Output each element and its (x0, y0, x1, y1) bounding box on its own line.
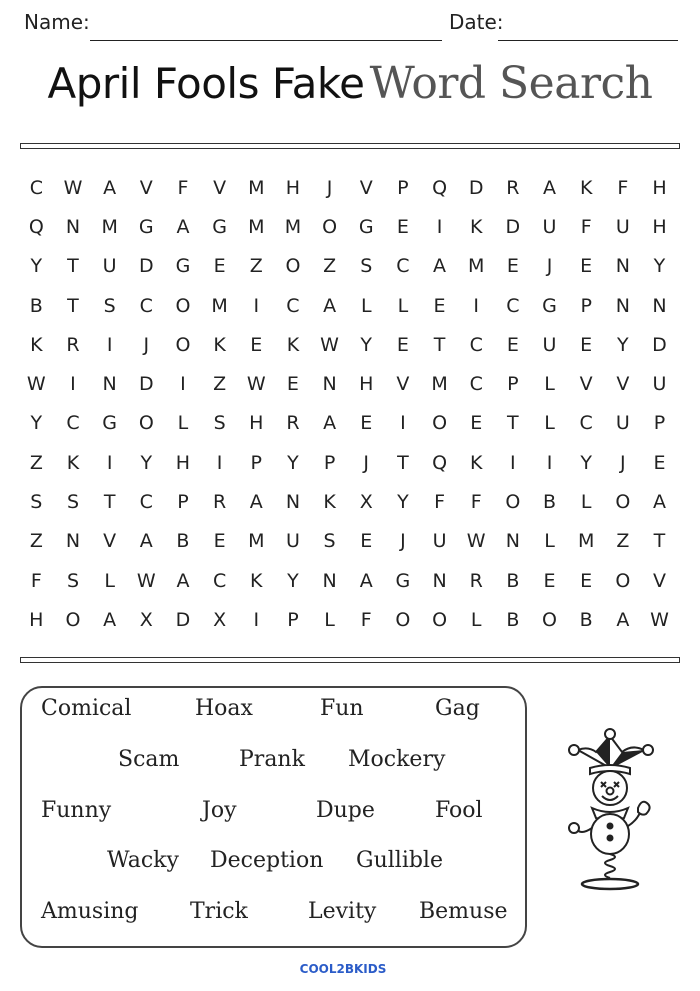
grid-row (18, 364, 678, 403)
word-item: Deception (210, 848, 324, 873)
grid-letter[interactable]: D (138, 255, 154, 278)
jester-jack-in-the-box-icon (558, 728, 662, 892)
grid-letter[interactable]: A (616, 608, 630, 631)
grid-letter[interactable]: L (104, 569, 115, 592)
grid-letter[interactable]: S (30, 491, 43, 514)
grid-letter[interactable]: A (103, 608, 117, 631)
grid-letter[interactable]: I (253, 608, 260, 631)
grid-letter[interactable]: N (615, 255, 630, 278)
grid-letter[interactable]: Y (580, 451, 592, 474)
grid-letter[interactable]: O (542, 608, 557, 631)
grid-letter[interactable]: O (285, 255, 301, 278)
grid-letter[interactable]: P (507, 373, 519, 396)
grid-letter[interactable]: O (615, 569, 631, 592)
grid-letter[interactable]: F (470, 491, 482, 514)
grid-letter[interactable]: R (506, 176, 520, 199)
grid-letter[interactable]: U (615, 412, 630, 435)
grid-letter[interactable]: C (469, 333, 483, 356)
grid-row (18, 247, 678, 286)
grid-letter[interactable]: G (212, 215, 227, 238)
grid-letter[interactable]: R (213, 491, 227, 514)
grid-letter[interactable]: P (580, 294, 592, 317)
grid-letter[interactable]: H (359, 373, 374, 396)
grid-letter[interactable]: K (286, 333, 300, 356)
grid-letter[interactable]: Q (432, 451, 448, 474)
grid-letter[interactable]: T (103, 491, 116, 514)
grid-letter[interactable]: M (577, 530, 595, 553)
grid-letter[interactable]: A (323, 412, 337, 435)
grid-letter[interactable]: L (580, 491, 592, 514)
grid-letter[interactable]: E (580, 569, 593, 592)
grid-letter[interactable]: M (431, 373, 448, 396)
grid-letter[interactable]: L (360, 294, 372, 317)
grid-letter[interactable]: L (397, 294, 409, 317)
grid-letter[interactable]: U (542, 215, 557, 238)
grid-letter[interactable]: T (397, 451, 409, 474)
grid-letter[interactable]: D (652, 333, 667, 356)
grid-row (18, 286, 678, 325)
grid-letter[interactable]: A (139, 530, 153, 553)
word-item: Scam (118, 747, 180, 772)
grid-letter[interactable]: R (469, 569, 483, 592)
grid-letter[interactable]: O (322, 215, 338, 238)
grid-letter[interactable]: I (510, 451, 516, 474)
name-label: Name: (24, 10, 90, 34)
grid-letter[interactable]: G (542, 294, 557, 317)
grid-letter[interactable]: Z (213, 373, 227, 396)
grid-letter[interactable]: Q (432, 176, 448, 199)
grid-letter[interactable]: M (211, 294, 228, 317)
grid-letter[interactable]: X (213, 608, 227, 631)
grid-letter[interactable]: J (546, 255, 553, 278)
grid-letter[interactable]: W (26, 373, 46, 396)
grid-letter[interactable]: V (652, 569, 666, 592)
grid-row (18, 207, 678, 246)
grid-letter[interactable]: C (396, 255, 410, 278)
word-item: Wacky (107, 848, 179, 873)
word-item: Amusing (41, 899, 139, 924)
grid-letter[interactable]: C (286, 294, 300, 317)
grid-letter[interactable]: V (103, 530, 117, 553)
grid-letter[interactable]: L (544, 530, 555, 553)
grid-letter[interactable]: W (650, 608, 669, 631)
grid-letter[interactable]: N (505, 530, 520, 553)
grid-letter[interactable]: K (213, 333, 226, 356)
grid-letter[interactable]: O (395, 608, 411, 631)
word-item: Funny (41, 798, 112, 823)
grid-row (18, 522, 678, 561)
grid-letter[interactable]: P (653, 412, 666, 435)
grid-letter[interactable]: V (359, 176, 373, 199)
grid-letter[interactable]: O (432, 412, 448, 435)
grid-letter[interactable]: Z (249, 255, 263, 278)
grid-letter[interactable]: J (363, 451, 370, 474)
grid-letter[interactable]: L (544, 373, 555, 396)
grid-letter[interactable]: W (136, 569, 156, 592)
brand-logo (298, 959, 388, 979)
grid-letter[interactable]: N (322, 569, 337, 592)
grid-letter[interactable]: U (432, 530, 447, 553)
letter-grid (18, 168, 678, 640)
word-list-box (20, 686, 527, 948)
grid-row (18, 443, 678, 482)
grid-letter[interactable]: Z (29, 530, 43, 553)
grid-letter[interactable]: Z (29, 451, 43, 474)
grid-letter[interactable]: A (323, 294, 337, 317)
grid-letter[interactable]: F (360, 608, 372, 631)
grid-letter[interactable]: K (323, 491, 336, 514)
grid-letter[interactable]: U (652, 373, 667, 396)
grid-letter[interactable]: U (615, 215, 630, 238)
grid-letter[interactable]: S (66, 569, 80, 592)
grid-letter[interactable]: F (580, 215, 592, 238)
grid-letter[interactable]: I (546, 451, 553, 474)
grid-letter[interactable]: H (285, 176, 301, 199)
grid-letter[interactable]: M (248, 176, 265, 199)
grid-letter[interactable]: K (30, 333, 43, 356)
grid-letter[interactable]: T (507, 412, 519, 435)
grid-letter[interactable]: K (469, 215, 483, 238)
word-item: Bemuse (419, 899, 508, 924)
grid-letter[interactable]: D (175, 608, 191, 631)
grid-letter[interactable]: E (580, 255, 593, 278)
grid-letter[interactable]: Y (140, 451, 153, 474)
grid-letter[interactable]: B (542, 491, 557, 514)
grid-letter[interactable]: E (213, 530, 226, 553)
grid-letter[interactable]: Z (616, 530, 630, 553)
grid-letter[interactable]: I (473, 294, 479, 317)
grid-letter[interactable]: G (175, 255, 191, 278)
grid-letter[interactable]: E (543, 569, 556, 592)
grid-row (18, 404, 678, 443)
grid-letter[interactable]: J (400, 530, 406, 553)
grid-letter[interactable]: X (359, 491, 373, 514)
grid-letter[interactable]: N (652, 294, 667, 317)
grid-letter[interactable]: F (177, 176, 189, 199)
grid-letter[interactable]: O (615, 491, 631, 514)
grid-letter[interactable]: O (505, 491, 521, 514)
grid-letter[interactable]: S (360, 255, 373, 278)
grid-letter[interactable]: A (433, 255, 447, 278)
grid-letter[interactable]: E (470, 412, 483, 435)
grid-letter[interactable]: J (620, 451, 626, 474)
grid-letter[interactable]: A (249, 491, 263, 514)
grid-letter[interactable]: A (652, 491, 666, 514)
grid-letter[interactable]: B (506, 608, 520, 631)
word-item: Fool (435, 798, 483, 823)
grid-letter[interactable]: L (544, 412, 555, 435)
grid-letter[interactable]: I (216, 451, 223, 474)
word-item: Gullible (356, 848, 443, 873)
grid-letter[interactable]: R (286, 412, 300, 435)
grid-letter[interactable]: S (323, 530, 336, 553)
grid-letter[interactable]: S (66, 491, 80, 514)
grid-letter[interactable]: P (250, 451, 262, 474)
grid-letter[interactable]: T (433, 333, 446, 356)
grid-letter[interactable]: P (323, 451, 336, 474)
grid-letter[interactable]: M (248, 530, 265, 553)
grid-letter[interactable]: N (615, 294, 630, 317)
grid-letter[interactable]: K (469, 451, 483, 474)
grid-letter[interactable]: A (103, 176, 117, 199)
grid-letter[interactable]: I (436, 215, 443, 238)
grid-letter[interactable]: C (212, 569, 227, 592)
grid-letter[interactable]: V (213, 176, 227, 199)
title-part-2: Word Search (369, 58, 653, 109)
grid-letter[interactable]: O (175, 294, 191, 317)
grid-row (18, 168, 678, 207)
grid-letter[interactable]: I (253, 294, 260, 317)
grid-letter[interactable]: E (506, 333, 519, 356)
grid-letter[interactable]: M (101, 215, 118, 238)
grid-letter[interactable]: K (66, 451, 80, 474)
grid-letter[interactable]: W (320, 333, 339, 356)
grid-letter[interactable]: N (102, 373, 117, 396)
page-title (0, 58, 700, 109)
grid-letter[interactable]: L (324, 608, 335, 631)
word-item: Comical (41, 696, 132, 721)
grid-row (18, 482, 678, 521)
grid-letter[interactable]: W (466, 530, 486, 553)
grid-letter[interactable]: D (138, 373, 154, 396)
grid-letter[interactable]: U (285, 530, 300, 553)
grid-letter[interactable]: G (138, 215, 154, 238)
grid-letter[interactable]: V (396, 373, 410, 396)
grid-letter[interactable]: E (396, 333, 409, 356)
grid-letter[interactable]: M (248, 215, 265, 238)
grid-letter[interactable]: Q (28, 215, 44, 238)
grid-letter[interactable]: F (30, 569, 42, 592)
date-field[interactable] (498, 40, 678, 41)
grid-letter[interactable]: L (177, 412, 189, 435)
grid-letter[interactable]: N (65, 215, 81, 238)
word-item: Dupe (316, 798, 375, 823)
grid-letter[interactable]: N (285, 491, 301, 514)
grid-letter[interactable]: B (506, 569, 520, 592)
grid-letter[interactable]: H (29, 608, 44, 631)
grid-letter[interactable]: U (542, 333, 557, 356)
word-item: Trick (190, 899, 248, 924)
grid-letter[interactable]: C (66, 412, 80, 435)
grid-letter[interactable]: J (326, 176, 333, 199)
grid-letter[interactable]: F (434, 491, 446, 514)
grid-letter[interactable]: H (175, 451, 191, 474)
grid-letter[interactable]: C (139, 294, 153, 317)
grid-letter[interactable]: B (176, 530, 190, 553)
grid-letter[interactable]: B (579, 608, 593, 631)
word-item: Prank (239, 747, 305, 772)
grid-letter[interactable]: E (396, 215, 409, 238)
grid-letter[interactable]: T (653, 530, 666, 553)
grid-letter[interactable]: Z (323, 255, 337, 278)
grid-letter[interactable]: W (246, 373, 266, 396)
grid-letter[interactable]: A (176, 569, 190, 592)
grid-letter[interactable]: N (65, 530, 81, 553)
grid-letter[interactable]: C (29, 176, 43, 199)
grid-letter[interactable]: S (213, 412, 226, 435)
grid-letter[interactable]: I (106, 333, 113, 356)
grid-letter[interactable]: E (360, 530, 373, 553)
grid-letter[interactable]: S (103, 294, 116, 317)
name-field[interactable] (90, 40, 442, 41)
grid-letter[interactable]: Y (653, 255, 666, 278)
grid-letter[interactable]: X (139, 608, 153, 631)
grid-letter[interactable]: I (106, 451, 113, 474)
grid-letter[interactable]: H (652, 176, 667, 199)
grid-letter[interactable]: H (249, 412, 264, 435)
grid-letter[interactable]: Y (397, 491, 409, 514)
grid-letter[interactable]: G (358, 215, 374, 238)
grid-letter[interactable]: O (432, 608, 448, 631)
brand-logo-text: COOL2BKIDS (299, 962, 387, 976)
grid-letter[interactable]: G (102, 412, 117, 435)
grid-letter[interactable]: D (468, 176, 484, 199)
grid-letter[interactable]: U (102, 255, 117, 278)
grid-letter[interactable]: C (139, 491, 153, 514)
grid-letter[interactable]: P (177, 491, 189, 514)
grid-letter[interactable]: J (143, 333, 150, 356)
grid-row (18, 325, 678, 364)
grid-letter[interactable]: E (250, 333, 263, 356)
word-item: Joy (202, 798, 237, 823)
grid-letter[interactable]: P (287, 608, 299, 631)
grid-letter[interactable]: E (506, 255, 519, 278)
grid-letter[interactable]: D (505, 215, 521, 238)
grid-letter[interactable]: M (284, 215, 302, 238)
grid-letter[interactable]: I (180, 373, 186, 396)
grid-letter[interactable]: C (579, 412, 593, 435)
grid-letter[interactable]: C (506, 294, 520, 317)
grid-letter[interactable]: Y (617, 333, 629, 356)
title-part-1: April Fools Fake (47, 59, 365, 108)
word-item: Levity (308, 899, 377, 924)
grid-letter[interactable]: E (433, 294, 446, 317)
grid-letter[interactable]: E (286, 373, 299, 396)
grid-letter[interactable]: L (470, 608, 482, 631)
grid-letter[interactable]: O (138, 412, 154, 435)
grid-letter[interactable]: N (432, 569, 447, 592)
grid-letter[interactable]: B (29, 294, 43, 317)
grid-letter[interactable]: N (322, 373, 337, 396)
grid-letter[interactable]: Y (287, 569, 299, 592)
grid-letter[interactable]: F (617, 176, 629, 199)
bottom-divider (20, 657, 680, 663)
date-label: Date: (449, 10, 504, 34)
grid-letter[interactable]: A (176, 215, 190, 238)
grid-row (18, 600, 678, 639)
grid-letter[interactable]: A (359, 569, 373, 592)
grid-letter[interactable]: E (213, 255, 226, 278)
grid-letter[interactable]: E (360, 412, 373, 435)
grid-letter[interactable]: A (543, 176, 557, 199)
grid-letter[interactable]: I (400, 412, 406, 435)
grid-row (18, 561, 678, 600)
word-item: Gag (435, 696, 480, 721)
grid-letter[interactable]: V (616, 373, 630, 396)
grid-letter[interactable]: T (67, 255, 79, 278)
grid-letter[interactable]: R (66, 333, 80, 356)
grid-letter[interactable]: V (139, 176, 153, 199)
grid-letter[interactable]: O (175, 333, 191, 356)
grid-letter[interactable]: T (67, 294, 79, 317)
grid-letter[interactable]: E (580, 333, 593, 356)
grid-letter[interactable]: G (395, 569, 411, 592)
top-divider (20, 143, 680, 149)
grid-letter[interactable]: O (65, 608, 81, 631)
word-item: Hoax (195, 696, 253, 721)
grid-letter[interactable]: H (652, 215, 667, 238)
grid-letter[interactable]: M (468, 255, 485, 278)
grid-letter[interactable]: Y (360, 333, 373, 356)
grid-letter[interactable]: I (70, 373, 76, 396)
grid-letter[interactable]: V (579, 373, 593, 396)
grid-letter[interactable]: K (250, 569, 263, 592)
grid-letter[interactable]: Y (287, 451, 299, 474)
grid-letter[interactable]: E (653, 451, 666, 474)
grid-letter[interactable]: P (397, 176, 409, 199)
grid-letter[interactable]: C (469, 373, 483, 396)
grid-letter[interactable]: K (579, 176, 593, 199)
word-item: Fun (320, 696, 364, 721)
grid-letter[interactable]: Y (30, 412, 43, 435)
grid-letter[interactable]: W (63, 176, 83, 199)
word-item: Mockery (348, 747, 446, 772)
grid-letter[interactable]: Y (30, 255, 43, 278)
